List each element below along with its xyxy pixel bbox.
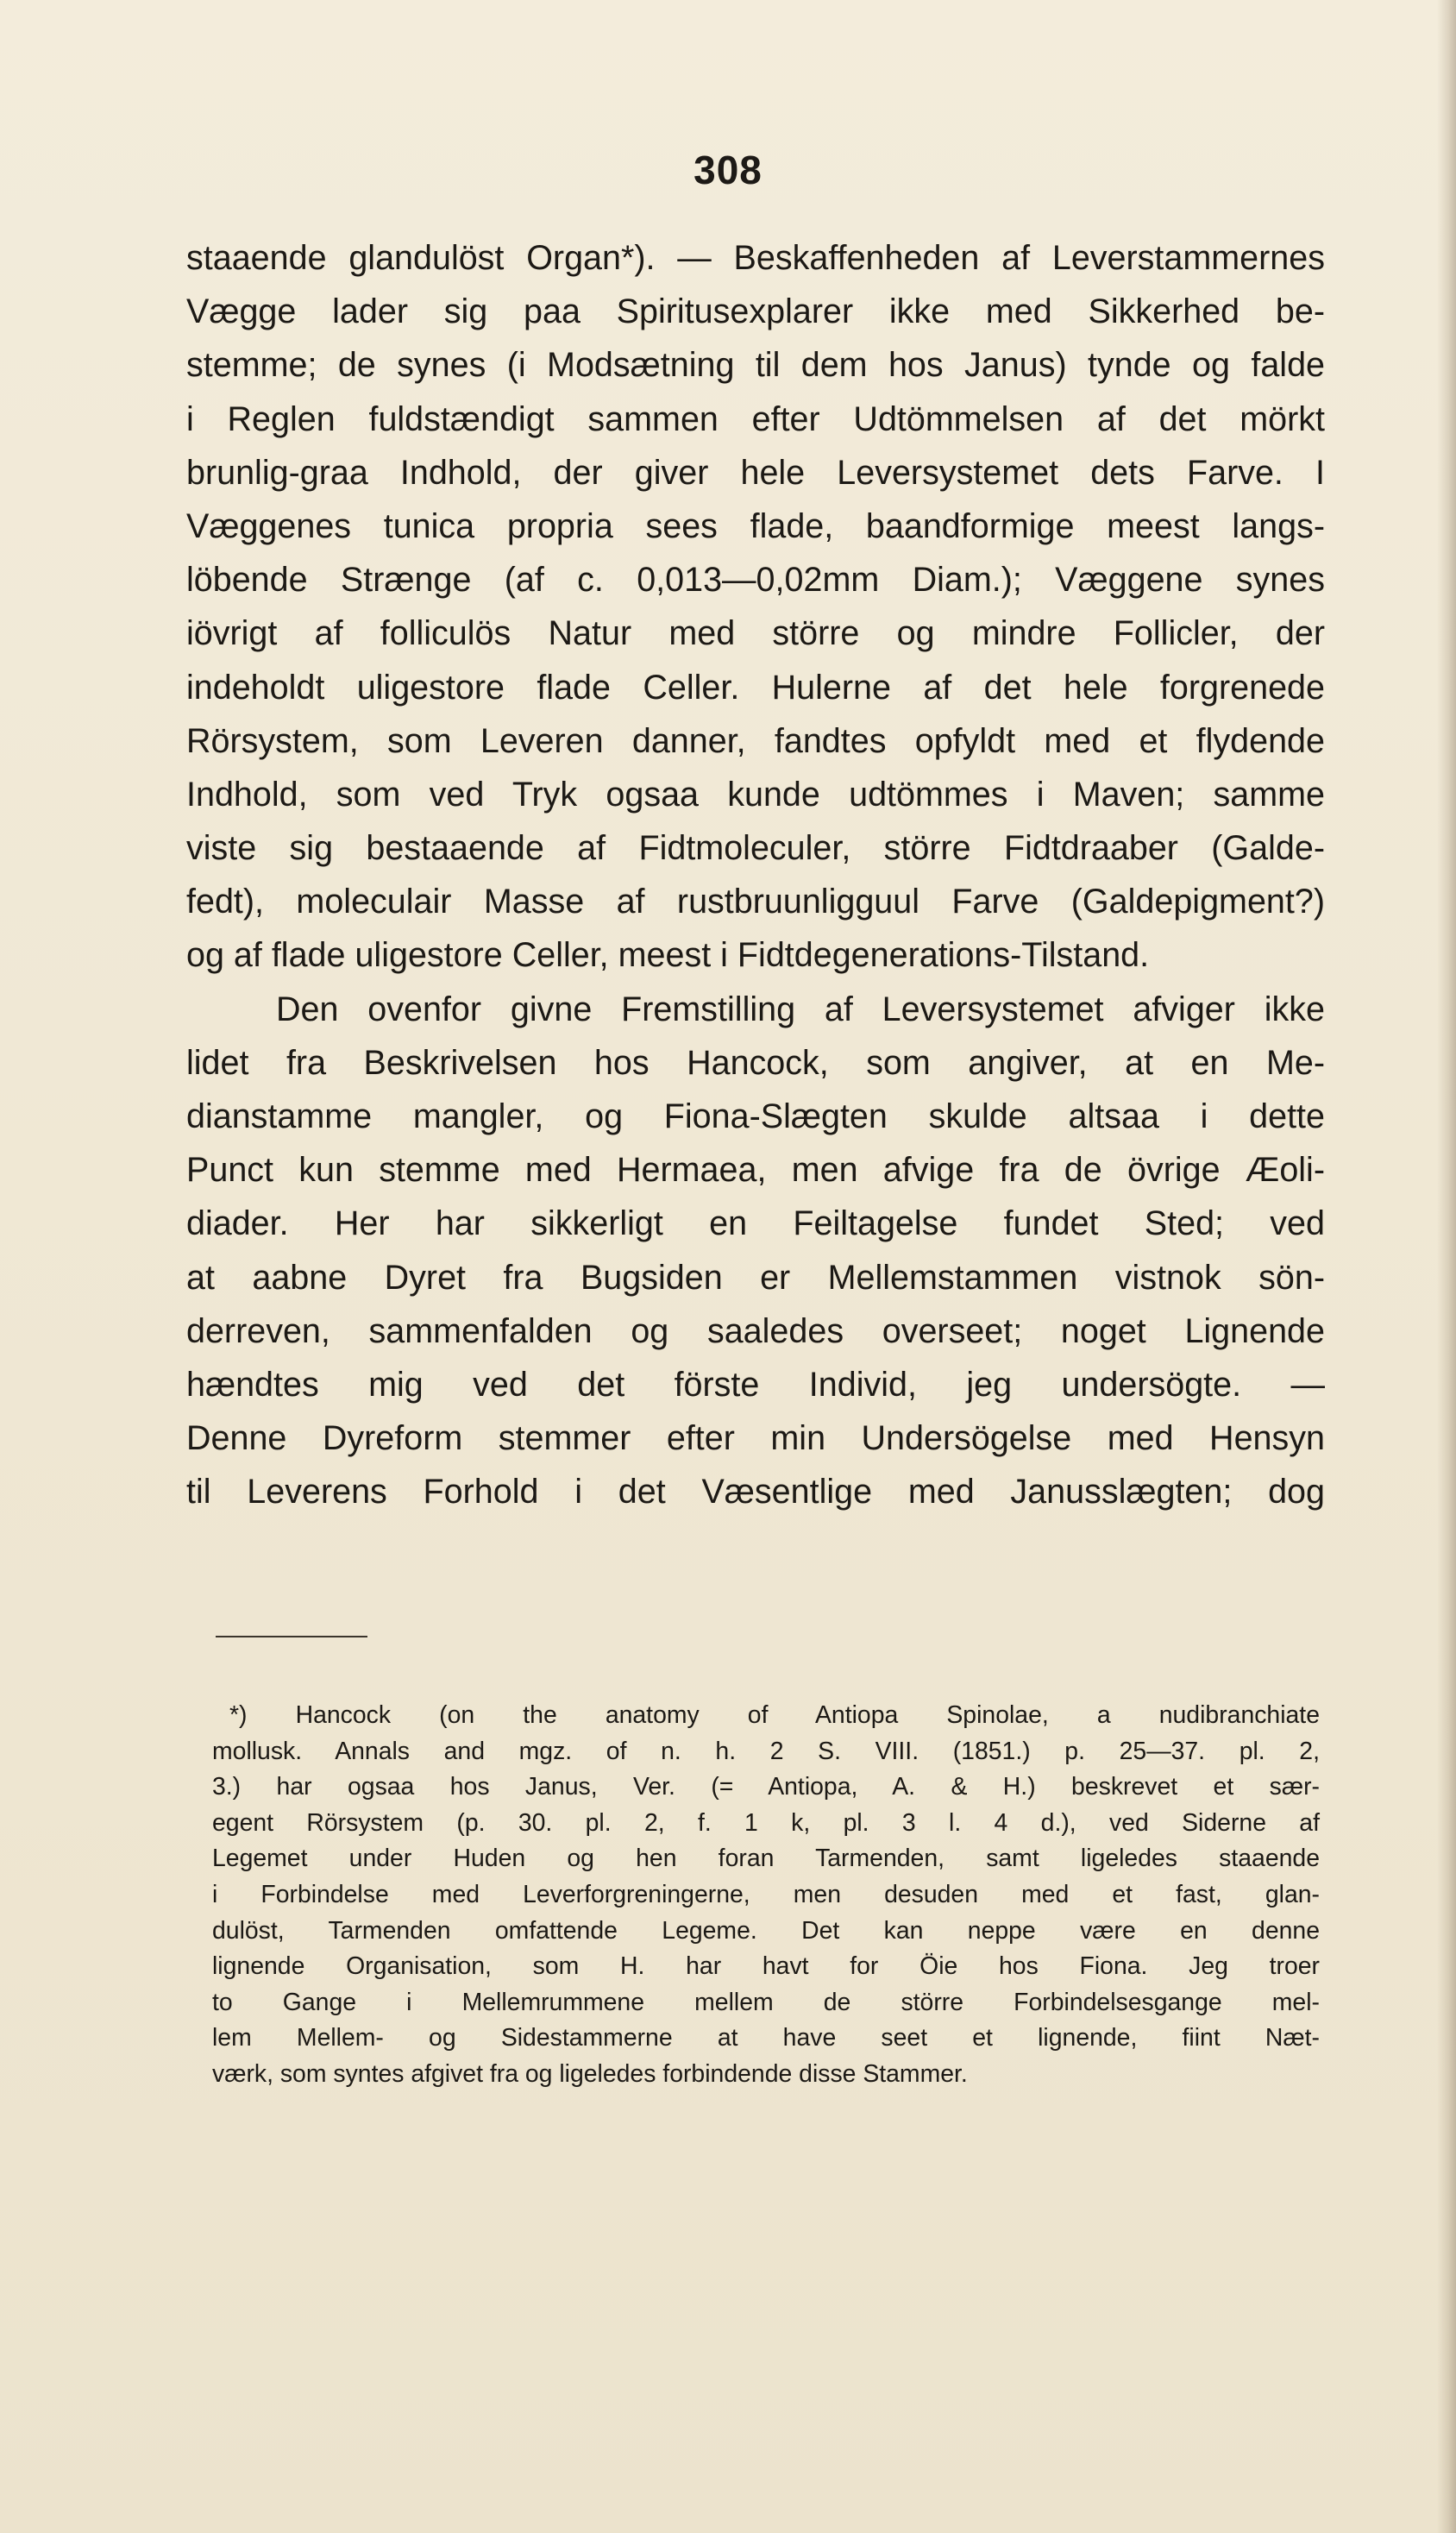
footnote bbox=[212, 1698, 1320, 2093]
body-line: fedt), moleculair Masse af rustbruunligguul Farve (Galdepigment?) bbox=[186, 883, 1325, 921]
body-line: staaende glandulöst Organ*). — Beskaffenheden af Leverstammernes bbox=[186, 239, 1325, 277]
body-line: at aabne Dyret fra Bugsiden er Mellemstammen vistnok sön- bbox=[186, 1258, 1325, 1297]
footnote-separator bbox=[216, 1636, 367, 1637]
body-line: Væggenes tunica propria sees flade, baandformige meest langs- bbox=[186, 506, 1325, 545]
body-line: stemme; de synes (i Modsætning til dem hos Janus) tynde og falde bbox=[186, 346, 1325, 385]
footnote-line: egent Rörsystem (p. 30. pl. 2, f. 1 k, pl. 3 l. 4 d.), ved Siderne af bbox=[212, 1808, 1320, 1837]
body-line: lidet fra Beskrivelsen hos Hancock, som angiver, at en Me- bbox=[186, 1043, 1325, 1082]
body-line: brunlig-graa Indhold, der giver hele Leversystemet dets Farve. I bbox=[186, 453, 1325, 492]
body-line: iövrigt af folliculös Natur med större og mindre Follicler, der bbox=[186, 614, 1325, 653]
footnote-line: 3.) har ogsaa hos Janus, Ver. (= Antiopa, A. & H.) beskrevet et sær- bbox=[212, 1773, 1320, 1801]
body-line: Punct kun stemme med Hermaea, men afvige fra de övrige Æoli- bbox=[186, 1151, 1325, 1190]
body-line: derreven, sammenfalden og saaledes overseet; noget Lignende bbox=[186, 1311, 1325, 1350]
footnote-line: *) Hancock (on the anatomy of Antiopa Spinolae, a nudibranchiate bbox=[229, 1701, 1320, 1729]
body-line: Den ovenfor givne Fremstilling af Leversystemet afviger ikke bbox=[276, 990, 1325, 1028]
body-line: Rörsystem, som Leveren danner, fandtes opfyldt med et flydende bbox=[186, 721, 1325, 760]
body-line: i Reglen fuldstændigt sammen efter Udtömmelsen af det mörkt bbox=[186, 399, 1325, 438]
body-line: indeholdt uligestore flade Celler. Hulerne af det hele forgrenede bbox=[186, 668, 1325, 707]
body-line: hændtes mig ved det förste Individ, jeg undersögte. — bbox=[186, 1365, 1325, 1404]
footnote-line: Legemet under Huden og hen foran Tarmenden, samt ligeledes staaende bbox=[212, 1845, 1320, 1873]
body-text bbox=[186, 231, 1325, 1519]
page-edge-shadow bbox=[1437, 0, 1456, 2533]
footnote-line: to Gange i Mellemrummene mellem de större Forbindelsesgange mel- bbox=[212, 1988, 1320, 2016]
body-line: til Leverens Forhold i det Væsentlige med Janusslægten; dog bbox=[186, 1473, 1325, 1512]
body-line: diader. Her har sikkerligt en Feiltagelse fundet Sted; ved bbox=[186, 1204, 1325, 1243]
body-line: og af flade uligestore Celler, meest i Fidtdegenerations-Tilstand. bbox=[186, 936, 1150, 975]
body-line: dianstamme mangler, og Fiona-Slægten skulde altsaa i dette bbox=[186, 1097, 1325, 1135]
footnote-line: værk, som syntes afgivet fra og ligeledes forbindende disse Stammer. bbox=[212, 2059, 968, 2088]
footnote-line: mollusk. Annals and mgz. of n. h. 2 S. VIII. (1851.) p. 25—37. pl. 2, bbox=[212, 1737, 1320, 1765]
body-line: viste sig bestaaende af Fidtmoleculer, större Fidtdraaber (Galde- bbox=[186, 829, 1325, 868]
footnote-line: lem Mellem- og Sidestammerne at have seet et lignende, fiint Næt- bbox=[212, 2024, 1320, 2052]
body-line: Vægge lader sig paa Spiritusexplarer ikke med Sikkerhed be- bbox=[186, 292, 1325, 331]
body-line: Indhold, som ved Tryk ogsaa kunde udtömmes i Maven; samme bbox=[186, 775, 1325, 814]
footnote-line: lignende Organisation, som H. har havt for Öie hos Fiona. Jeg troer bbox=[212, 1952, 1320, 1981]
footnote-line: i Forbindelse med Leverforgreningerne, men desuden med et fast, glan- bbox=[212, 1880, 1320, 1908]
body-line: löbende Strænge (af c. 0,013—0,02mm Diam.); Væggene synes bbox=[186, 561, 1325, 600]
page-number: 308 bbox=[693, 148, 763, 192]
body-line: Denne Dyreform stemmer efter min Undersögelse med Hensyn bbox=[186, 1419, 1325, 1458]
footnote-line: dulöst, Tarmenden omfattende Legeme. Det kan neppe være en denne bbox=[212, 1916, 1320, 1945]
